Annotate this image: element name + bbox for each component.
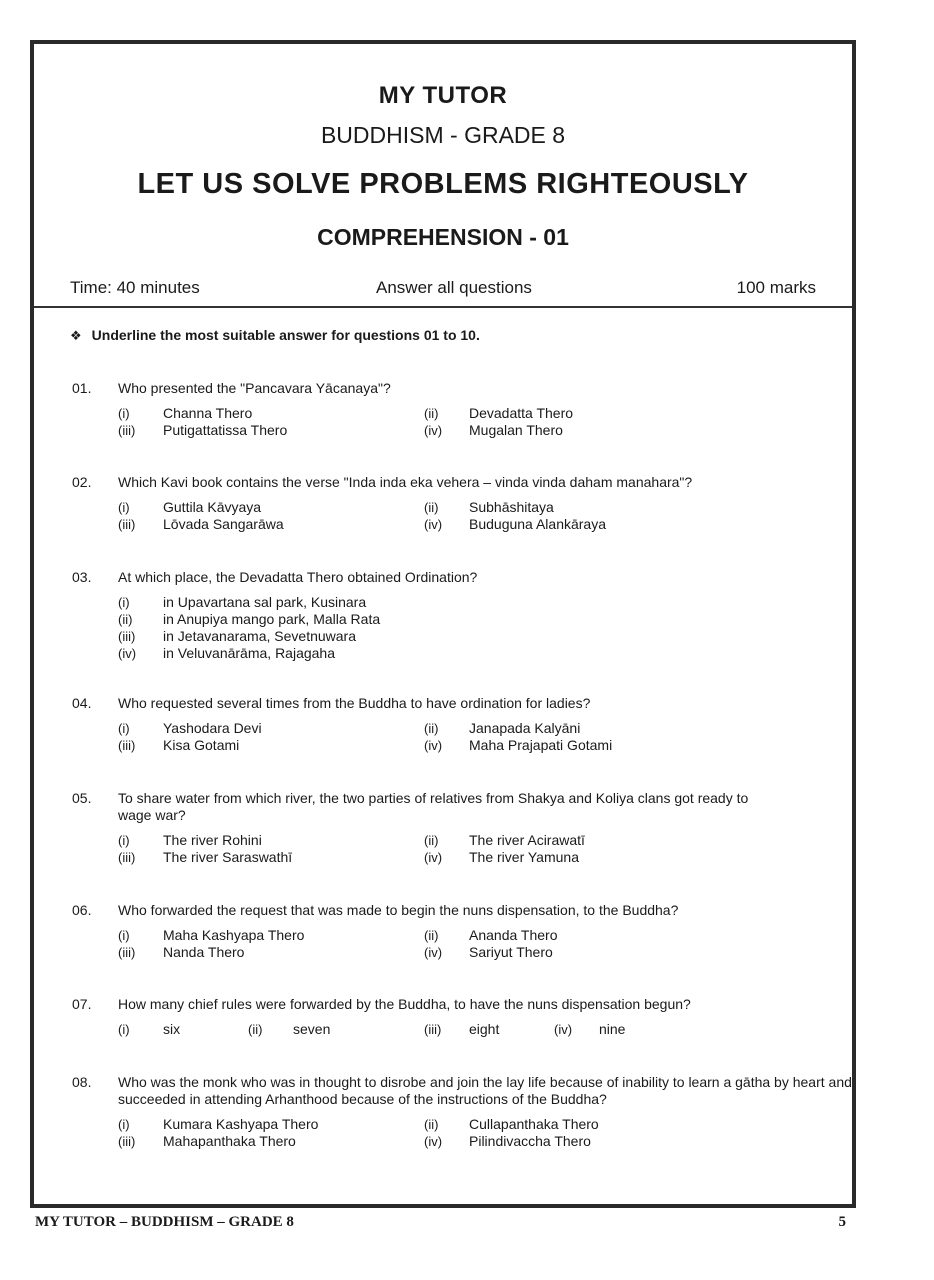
answer-instruction: Answer all questions xyxy=(376,278,532,297)
footer-text: MY TUTOR – BUDDHISM – GRADE 8 xyxy=(35,1214,294,1230)
option[interactable]: (iv) nine xyxy=(554,1021,626,1037)
question-number: 02. xyxy=(72,474,92,490)
option[interactable]: (i) Guttila Kāvyaya xyxy=(118,499,262,515)
option[interactable]: (i) Channa Thero xyxy=(118,405,253,421)
question-number: 04. xyxy=(72,695,92,711)
section-title: COMPREHENSION - 01 xyxy=(317,224,569,250)
option[interactable]: (ii) in Anupiya mango park, Malla Rata xyxy=(118,611,381,627)
question xyxy=(72,380,846,439)
option[interactable]: (iv) in Veluvanārāma, Rajagaha xyxy=(118,645,336,661)
answer-options xyxy=(118,499,846,533)
instruction: ❖ Underline the most suitable answer for questions 01 to 10. xyxy=(70,327,480,343)
question-text: Who requested several times from the Buddha to have ordination for ladies? xyxy=(118,695,591,711)
page-footer xyxy=(35,1214,846,1231)
option[interactable]: (iii) in Jetavanarama, Sevetnuwara xyxy=(118,628,356,644)
org-name: MY TUTOR xyxy=(378,82,508,109)
option[interactable]: (i) Maha Kashyapa Thero xyxy=(118,927,305,943)
question xyxy=(72,1074,852,1150)
option[interactable]: (iv) Maha Prajapati Gotami xyxy=(424,737,613,753)
answer-options xyxy=(118,720,846,754)
answer-options xyxy=(118,594,846,662)
option[interactable]: (iii) Nanda Thero xyxy=(118,944,245,960)
option[interactable]: (iv) Mugalan Thero xyxy=(424,422,563,438)
option[interactable]: (i) in Upavartana sal park, Kusinara xyxy=(118,594,367,610)
answer-options xyxy=(118,927,846,961)
question-number: 05. xyxy=(72,790,92,806)
option[interactable]: (iv) Buduguna Alankāraya xyxy=(424,516,606,532)
option[interactable]: (i) The river Rohini xyxy=(118,832,262,848)
answer-options xyxy=(118,1116,852,1150)
question-text: To share water from which river, the two parties of relatives from Shakya and Koliya clans got ready to wage war? xyxy=(118,790,749,823)
question-text: How many chief rules were forwarded by the Buddha, to have the nuns dispensation begun? xyxy=(118,996,691,1012)
answer-options xyxy=(118,1021,846,1038)
question-number: 08. xyxy=(72,1074,92,1090)
option[interactable]: (ii) Devadatta Thero xyxy=(424,405,574,421)
option[interactable]: (i) six xyxy=(118,1021,181,1037)
option[interactable]: (iii) Putigattatissa Thero xyxy=(118,422,288,438)
question-text: At which place, the Devadatta Thero obtained Ordination? xyxy=(118,569,478,585)
answer-options xyxy=(118,832,846,866)
question-text: Who presented the "Pancavara Yācanaya"? xyxy=(118,380,391,396)
option[interactable]: (iii) Kisa Gotami xyxy=(118,737,240,753)
question-number: 06. xyxy=(72,902,92,918)
page-number: 5 xyxy=(838,1214,846,1230)
question-text: Who forwarded the request that was made to begin the nuns dispensation, to the Buddha? xyxy=(118,902,679,918)
question-number: 07. xyxy=(72,996,92,1012)
question xyxy=(72,790,846,866)
option[interactable]: (iv) Pilindivaccha Thero xyxy=(424,1133,591,1149)
question xyxy=(72,474,846,533)
page-frame xyxy=(30,40,856,1208)
lesson-title: LET US SOLVE PROBLEMS RIGHTEOUSLY xyxy=(137,168,749,200)
option[interactable]: (ii) seven xyxy=(248,1021,331,1037)
option[interactable]: (iii) Mahapanthaka Thero xyxy=(118,1133,296,1149)
exam-meta xyxy=(70,278,816,298)
option[interactable]: (ii) Ananda Thero xyxy=(424,927,558,943)
option[interactable]: (ii) Subhāshitaya xyxy=(424,499,554,515)
question-number: 03. xyxy=(72,569,92,585)
option[interactable]: (iv) Sariyut Thero xyxy=(424,944,553,960)
total-marks: 100 marks xyxy=(736,278,816,297)
question xyxy=(72,996,846,1038)
diamond-bullet-icon: ❖ xyxy=(70,328,82,343)
option[interactable]: (iv) The river Yamuna xyxy=(424,849,579,865)
option[interactable]: (i) Kumara Kashyapa Thero xyxy=(118,1116,319,1132)
question xyxy=(72,902,846,961)
question-text: Who was the monk who was in thought to disrobe and join the lay life because of inability to learn a gātha by heart and succeeded in attending Arhanthood because of the instructions of the Buddha? xyxy=(118,1074,852,1107)
question-number: 01. xyxy=(72,380,92,396)
option[interactable]: (iii) eight xyxy=(424,1021,500,1037)
paper-header xyxy=(34,44,852,308)
question xyxy=(72,569,846,662)
option[interactable]: (ii) The river Acirawatī xyxy=(424,832,585,848)
option[interactable]: (i) Yashodara Devi xyxy=(118,720,262,736)
option[interactable]: (iii) Lōvada Sangarāwa xyxy=(118,516,284,532)
option[interactable]: (ii) Cullapanthaka Thero xyxy=(424,1116,599,1132)
question xyxy=(72,695,846,754)
time-allowed: Time: 40 minutes xyxy=(70,278,200,297)
option[interactable]: (iii) The river Saraswathī xyxy=(118,849,293,865)
subject-grade: BUDDHISM - GRADE 8 xyxy=(320,122,566,148)
question-text: Which Kavi book contains the verse "Inda inda eka vehera – vinda vinda daham manahara"? xyxy=(118,474,693,490)
answer-options xyxy=(118,405,846,439)
option[interactable]: (ii) Janapada Kalyāni xyxy=(424,720,581,736)
